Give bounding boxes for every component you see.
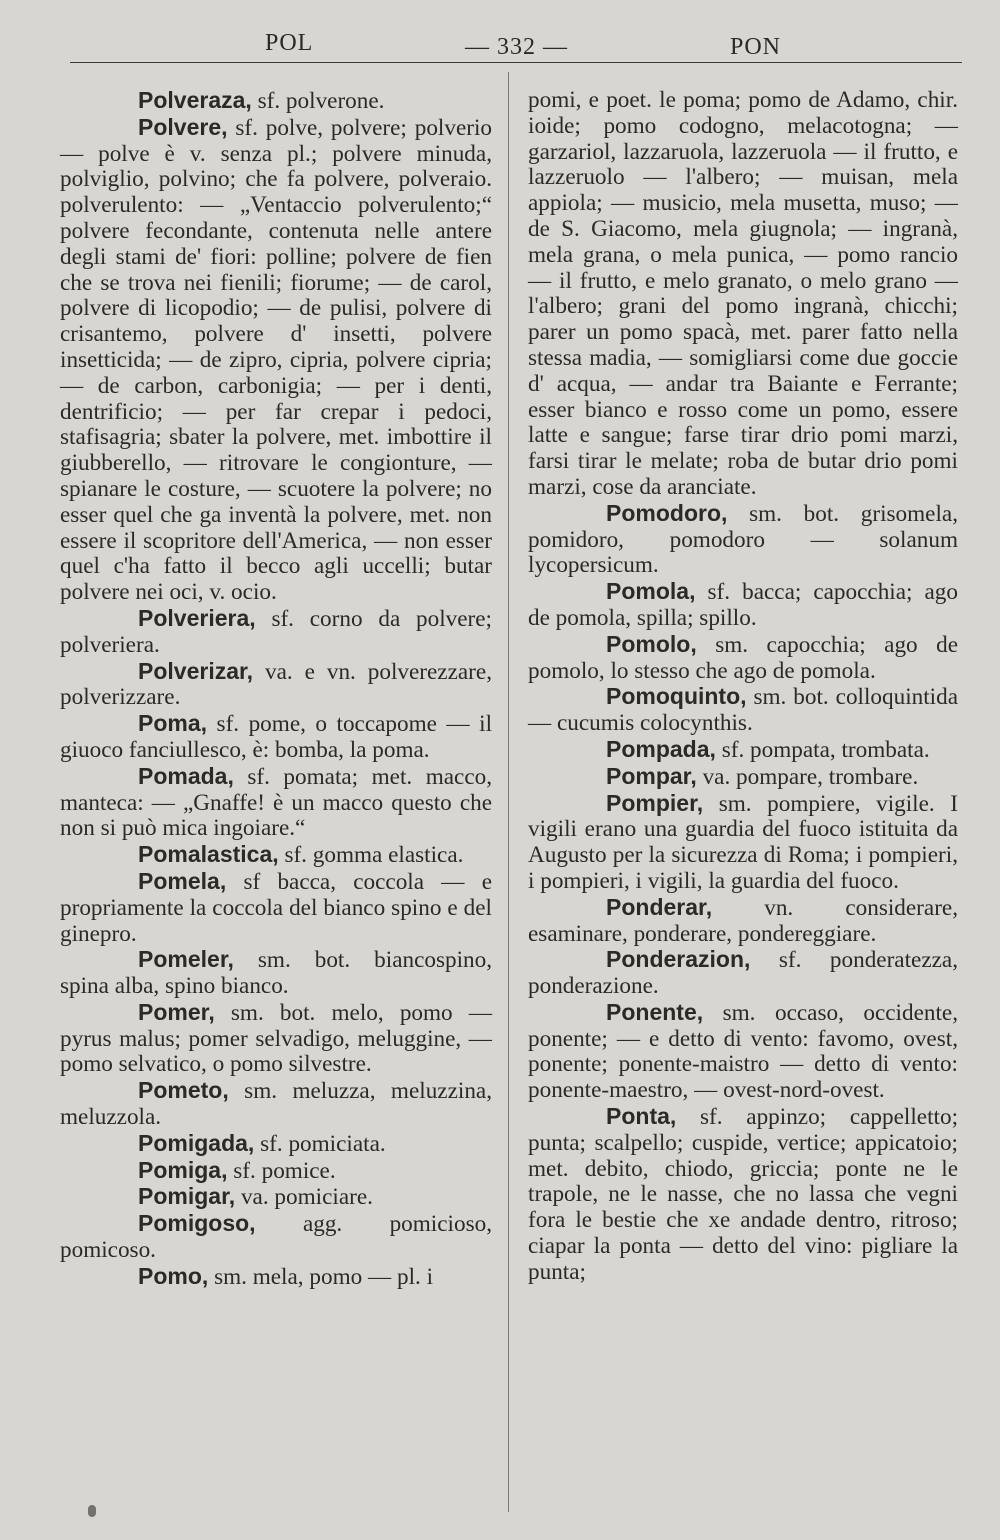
entry-definition: va. e vn. polverezzare, polverizzare. — [60, 658, 492, 711]
page-number: — 332 — — [465, 34, 568, 60]
entry-headword: Pomada, — [138, 762, 234, 789]
entry-definition: sf. corno da polvere; polveriera. — [60, 605, 492, 658]
header-left-guideword: POL — [265, 30, 314, 56]
dictionary-entry — [60, 1158, 492, 1185]
entry-headword: Pompar, — [606, 762, 697, 789]
dictionary-entry — [60, 764, 492, 842]
entry-headword: Pomiga, — [138, 1156, 228, 1183]
entry-headword: Pompier, — [606, 789, 704, 816]
dictionary-entry — [528, 684, 958, 737]
entry-definition: agg. pomicioso, pomicoso. — [60, 1211, 492, 1264]
entry-headword: Pomo, — [138, 1262, 209, 1289]
entry-headword: Pomodoro, — [606, 499, 728, 526]
entry-definition: sf. appinzo; cappelletto; punta; scalpello; cuspide, vertice; appicatoio; met. debito, chiodo, griccia; ponte ne le trapole, ne le nasse, che no lassa che vegni fora le bestie che xe andade dentro, ritroso; ciapar la ponta — detto del vino: pigliare la punta; — [528, 1104, 959, 1285]
entry-definition: sm. pompiere, vigile. I vigili erano una guardia del fuoco istituita da Augusto per la sicurezza di Roma; i pompieri, i pompieri, i vigili, la guardia del fuoco. — [528, 790, 958, 894]
entry-definition: sf. gomma elastica. — [284, 842, 464, 869]
entry-definition: sm. occaso, occidente, ponente; — e detto di vento: favomo, ovest, ponente; ponente-maistro — detto di vento: ponente-maestro, — ovest-nord-ovest. — [528, 999, 958, 1104]
dictionary-entry — [60, 1078, 492, 1131]
dictionary-entry — [528, 632, 958, 685]
dictionary-entry — [528, 501, 958, 579]
dictionary-entry — [60, 711, 492, 764]
dictionary-entry — [528, 579, 958, 632]
dictionary-entry — [60, 1184, 492, 1211]
entry-definition: vn. considerare, esaminare, ponderare, pondereggiare. — [528, 894, 958, 947]
entry-headword: Pomigoso, — [138, 1210, 256, 1237]
entry-definition: sf bacca, coccola — e propriamente la coccola del bianco spino e del ginepro. — [60, 868, 492, 947]
entry-definition: sm. bot. biancospino, spina alba, spino bianco. — [60, 947, 493, 1000]
entry-headword: Pomolo, — [606, 630, 697, 657]
entry-definition: sm. capocchia; ago de pomolo, lo stesso che ago de pomola. — [528, 631, 958, 684]
dictionary-entry — [60, 1264, 492, 1291]
dictionary-entry — [528, 947, 958, 1000]
entry-definition: sf. polverone. — [257, 88, 385, 114]
entry-headword: Pomigar, — [138, 1183, 236, 1210]
dictionary-entry — [60, 115, 492, 606]
entry-definition: sm. meluzza, meluzzina, meluzzola. — [60, 1078, 493, 1131]
dictionary-entry — [528, 1104, 958, 1286]
entry-headword: Pomoquinto, — [606, 683, 747, 710]
ink-spot — [88, 1505, 96, 1517]
header-right-guideword: PON — [730, 34, 782, 60]
entry-definition: sf. pome, o toccapome — il giuoco fanciullesco, è: bomba, la poma. — [60, 711, 493, 763]
dictionary-entry — [528, 895, 958, 948]
entry-headword: Polveraza, — [138, 87, 252, 113]
dictionary-entry — [60, 88, 492, 115]
entry-definition: sf. bacca; capocchia; ago de pomola, spilla; spillo. — [528, 579, 958, 631]
dictionary-entry — [60, 606, 492, 659]
header-rule — [70, 62, 962, 63]
entry-definition: sm. mela, pomo — pl. i — [214, 1263, 434, 1290]
dictionary-entry — [528, 737, 958, 764]
entry-definition: pomi, e poet. le poma; pomo de Adamo, chir. ioide; pomo codogno, melacotogna; — garzariol, lazzaruola, lazzeruola — il frutto, e lazzeruolo — l'albero; — muisan, mela appiola; — musicio, mela musetta, muso; — de S. Giacomo, mela giugnola; — ingranà, mela grana, o mela punica, — pomo rancio — il frutto, e melo granato, o melo grano — l'albero; grani del pomo ingranà, chicchi; parer un pomo spacà, met. parer fatto nella stessa madia, — somigliarsi come due goccie d' acqua, — andar tra Baiante e Ferrante; esser bianco e rosso come un pomo, essere latte e sangue; farse tirar drio pomi marzi, farsi tirar le melate; roba de butar drio pomi marzi, cose da aranciate. — [528, 87, 958, 500]
dictionary-entry — [60, 842, 492, 869]
left-column — [60, 88, 492, 1291]
entry-definition: sm. bot. colloquintida — cucumis colocynthis. — [528, 684, 959, 737]
dictionary-entry — [528, 1000, 958, 1104]
entry-headword: Pomola, — [606, 578, 696, 605]
dictionary-entry — [60, 947, 492, 1000]
entry-headword: Polveriera, — [138, 604, 256, 631]
dictionary-entry — [528, 791, 958, 895]
entry-definition: sf. pomiciata. — [260, 1130, 386, 1157]
entry-definition: sf. polve, polvere; polverio — polve è v. senza pl.; polvere minuda, polviglio, polvino; che fa polvere, polveraio. polverulento: — „Ventaccio polverulento;“ polvere fecondante, contenuta nelle antere degli stami de' fiori: polline; polvere de fien che se trova nei fienili; fiorume; — de carol, polvere di licopodio; — de pulisi, polvere di crisantemo, polvere d' insetti, polvere insetticida; — de zipro, cipria, polvere cipria; — de carbon, carbonigia; — per i denti, dentrificio; — per far crepar i pedoci, stafisagria; sbater la polvere, met. imbottire il giubberello, — ritrovare le congionture, — spianare le costure, — scuotere la polvere; no esser quel che ga inventà la polvere, met. non essere il scopritore dell'America, — non esser quel c'ha fatto il becco agli uccelli; butar polvere nei oci, v. ocio. — [60, 114, 493, 606]
entry-definition: sf. ponderatezza, ponderazione. — [528, 947, 958, 1000]
entry-definition: va. pomiciare. — [240, 1184, 373, 1211]
entry-headword: Polverizar, — [138, 657, 254, 684]
dictionary-entry — [528, 88, 958, 501]
dictionary-entry — [528, 764, 958, 791]
entry-headword: Pompada, — [606, 735, 716, 762]
entry-headword: Ponderar, — [606, 893, 713, 920]
dictionary-entry — [60, 1131, 492, 1158]
entry-headword: Pometo, — [138, 1077, 229, 1104]
dictionary-entry — [60, 1000, 492, 1078]
entry-definition: va. pompare, trombare. — [702, 763, 919, 790]
entry-definition: sf. pomata; met. macco, manteca: — „Gnaffe! è un macco questo che non si può mica ingoiare.“ — [60, 763, 493, 842]
entry-definition: sf. pomice. — [233, 1157, 336, 1184]
entry-headword: Ponente, — [606, 998, 704, 1025]
right-column — [528, 88, 958, 1286]
entry-headword: Pomigada, — [138, 1129, 255, 1156]
dictionary-entry — [60, 659, 492, 712]
entry-headword: Ponta, — [606, 1103, 677, 1130]
entry-headword: Polvere, — [138, 113, 228, 140]
page-header — [60, 30, 960, 64]
entry-headword: Pomela, — [138, 867, 227, 894]
entry-definition: sf. pompata, trombata. — [721, 736, 930, 763]
entry-definition: sm. bot. grisomela, pomidoro, pomodoro — solanum lycopersicum. — [528, 500, 958, 579]
entry-headword: Ponderazion, — [606, 946, 751, 973]
entry-headword: Pomer, — [138, 998, 215, 1025]
dictionary-entry — [60, 869, 492, 947]
entry-headword: Pomeler, — [138, 946, 234, 973]
entry-definition: sm. bot. melo, pomo — pyrus malus; pomer selvadigo, meluggine, — pomo selvatico, o pomo silvestre. — [60, 999, 493, 1078]
dictionary-entry — [60, 1211, 492, 1264]
entry-headword: Poma, — [138, 710, 208, 737]
entry-headword: Pomalastica, — [138, 841, 279, 868]
column-divider — [508, 72, 509, 1512]
